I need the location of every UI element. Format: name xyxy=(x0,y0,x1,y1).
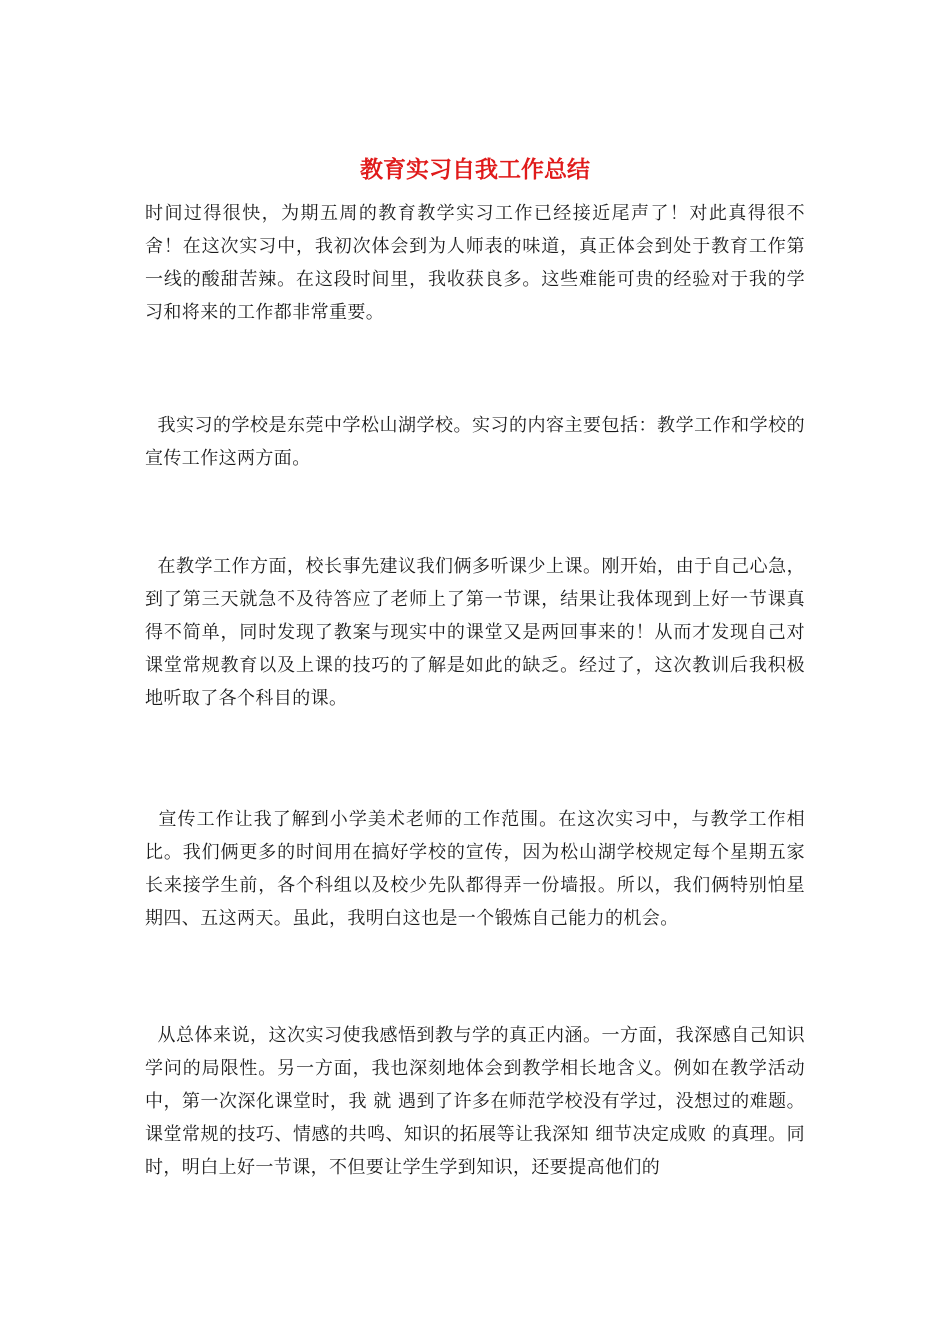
paragraph-teaching: 在教学工作方面，校长事先建议我们俩多听课少上课。刚开始，由于自己心急，到了第三天就急不及待答应了老师上了第一节课，结果让我体现到上好一节课真得不简单，同时发现了教案与现实中的课堂又是两回事来的！从而才发现自己对课堂常规教育以及上课的技巧的了解是如此的缺乏。经过了，这次教训后我积极地听取了各个科目的课。 xyxy=(145,556,805,709)
paragraph-intro: 时间过得很快，为期五周的教育教学实习工作已经接近尾声了！对此真得很不舍！在这次实习中，我初次体会到为人师表的味道，真正体会到处于教育工作第一线的酸甜苦辣。在这段时间里，我收获良多。这些难能可贵的经验对于我的学习和将来的工作都非常重要。 xyxy=(145,203,805,323)
paragraph-summary: 从总体来说，这次实习使我感悟到教与学的真正内涵。一方面，我深感自己知识学问的局限性。另一方面，我也深刻地体会到教学相长地含义。例如在教学活动中，第一次深化课堂时，我 就 遇到了许多在师范学校没有学过，没想过的难题。课堂常规的技巧、情感的共鸣、知识的拓展等让我深知 细节决定成败 的真理。同时，明白上好一节课，不但要让学生学到知识，还要提高他们的 xyxy=(145,1025,805,1178)
document-title: 教育实习自我工作总结 xyxy=(360,156,590,183)
paragraph-publicity: 宣传工作让我了解到小学美术老师的工作范围。在这次实习中，与教学工作相比。我们俩更多的时间用在搞好学校的宣传，因为松山湖学校规定每个星期五家长来接学生前，各个科组以及校少先队都得弄一份墙报。所以，我们俩特别怕星期四、五这两天。虽此，我明白这也是一个锻炼自己能力的机会。 xyxy=(145,809,805,929)
paragraph-school: 我实习的学校是东莞中学松山湖学校。实习的内容主要包括：教学工作和学校的宣传工作这两方面。 xyxy=(145,415,805,469)
